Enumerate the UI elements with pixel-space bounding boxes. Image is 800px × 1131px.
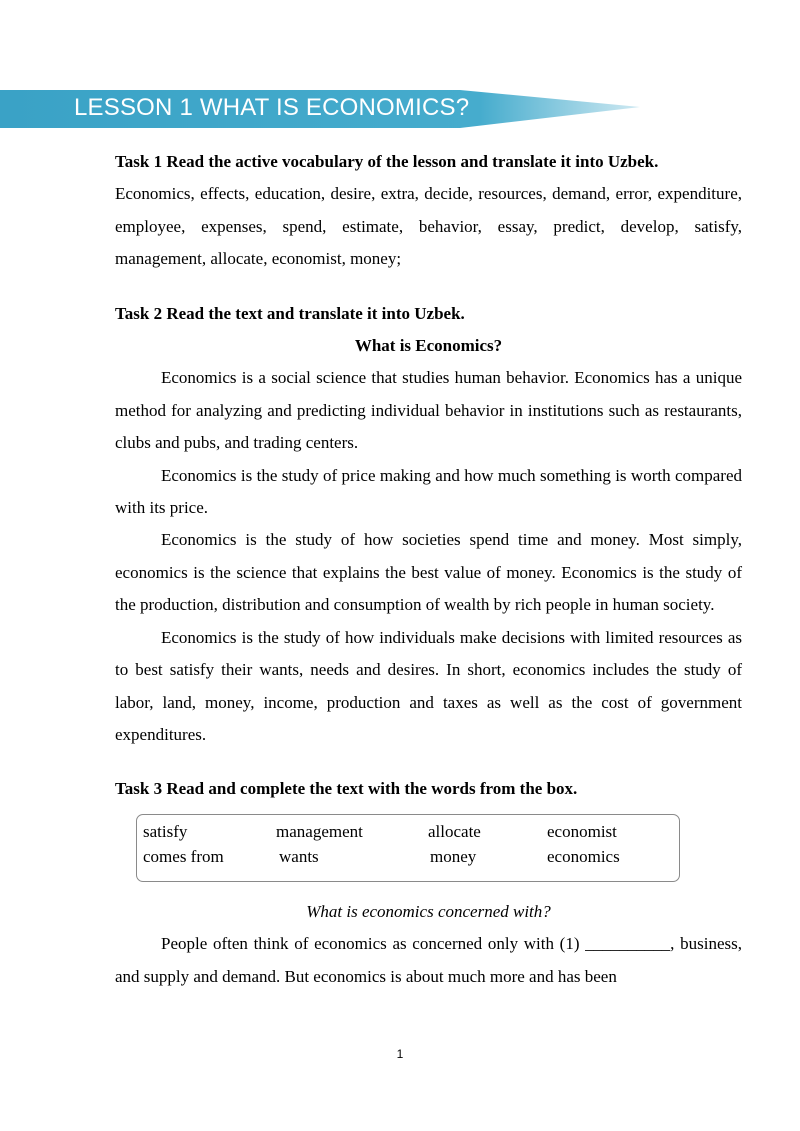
spacer (115, 751, 742, 773)
word-box (136, 814, 680, 882)
task2-paragraph-3: Economics is the study of how societies spend time and money. Most simply, economics is the science that explains the best value of money. Economics is the study of the production, distribution and consumption of wealth by rich people in human society. (115, 530, 742, 615)
task1-heading: Task 1 Read the active vocabulary of the lesson and translate it into Uzbek. (115, 152, 659, 171)
box-word: economics (547, 846, 620, 866)
lesson-content (115, 146, 742, 993)
box-word: management (276, 821, 363, 841)
task2-paragraph-1: Economics is a social science that studies human behavior. Economics has a unique method for analyzing and predicting individual behavior in institutions such as restaurants, clubs and pubs, and trading centers. (115, 368, 742, 453)
task2-text-title: What is Economics? (354, 336, 503, 356)
box-word: comes from (143, 846, 224, 866)
box-word: money (430, 846, 477, 866)
task3-heading: Task 3 Read and complete the text with the words from the box. (115, 779, 578, 799)
spacer (115, 276, 742, 298)
box-word: satisfy (143, 821, 188, 841)
task3-paragraph: People often think of economics as concerned only with (1) __________, business, and supply and demand. But economics is about much more and has been (115, 934, 742, 986)
box-word: allocate (428, 821, 481, 841)
task3-text-title: What is economics concerned with? (306, 901, 551, 921)
lesson-banner (0, 88, 640, 130)
task2-paragraph-2: Economics is the study of price making and how much something is worth compared with its price. (115, 465, 742, 518)
box-word: wants (279, 846, 319, 866)
lesson-title: LESSON 1 WHAT IS ECONOMICS? (74, 94, 470, 121)
task2-paragraph-4: Economics is the study of how individuals make decisions with limited resources as to best satisfy their wants, needs and desires. In short, economics includes the study of labor, land, money, income, production and taxes as well as the cost of government expenditures. (115, 627, 742, 744)
page-number: 1 (396, 1047, 404, 1061)
task1-vocabulary: Economics, effects, education, desire, extra, decide, resources, demand, error, expenditure, employee, expenses, spend, estimate, behavior, essay, predict, develop, satisfy, management, allocate, economist, money; (115, 184, 742, 269)
task2-heading: Task 2 Read the text and translate it into Uzbek. (115, 303, 465, 323)
box-word: economist (547, 821, 617, 841)
